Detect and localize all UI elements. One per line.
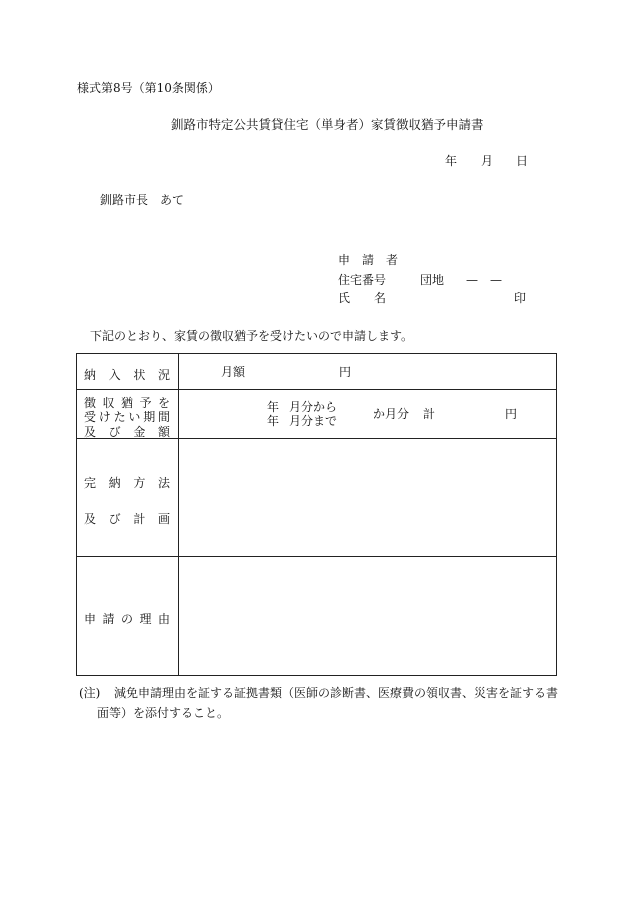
applicant-heading: 申 請 者 [338, 253, 399, 267]
monthly-yen-label: 円 [339, 365, 352, 379]
note-marker: (注) [79, 686, 101, 700]
payment-plan-label-line-2: 及び計画 [84, 512, 170, 526]
row-divider-1 [77, 389, 556, 390]
form-id: 様式第8号（第10条関係） [77, 81, 220, 95]
document-title: 釧路市特定公共賃貸住宅（単身者）家賃徴収猶予申請書 [171, 117, 484, 132]
name-label: 氏 名 [338, 291, 387, 305]
period-from-year: 年 [267, 400, 280, 414]
period-from-month: 月分から [289, 400, 338, 414]
table-column-divider [178, 354, 179, 675]
note-line-2: 面等）を添付すること。 [97, 706, 230, 720]
monthly-amount-label: 月額 [221, 365, 246, 379]
date-month: 月 [481, 154, 494, 168]
intro-text: 下記のとおり、家賃の徴収猶予を受けたいので申請します。 [90, 329, 414, 343]
total-label: 計 [423, 407, 436, 421]
deferral-period-label-line-3: 及び金額 [84, 425, 170, 439]
housing-number-label: 住宅番号 [338, 273, 387, 287]
housing-dashes: — — [466, 273, 503, 287]
total-yen-label: 円 [505, 407, 518, 421]
application-table [76, 353, 557, 676]
payment-status-label: 納入状況 [84, 368, 170, 382]
note-line-1: 減免申請理由を証する証拠書類（医師の診断書、医療費の領収書、災害を証する書 [114, 686, 559, 700]
date-year: 年 [445, 154, 458, 168]
deferral-period-label-line-2: 受けたい期間 [84, 410, 170, 424]
deferral-period-label-line-1: 徴収猶予を [84, 396, 170, 410]
period-to-month: 月分まで [289, 414, 338, 428]
payment-plan-label-line-1: 完納方法 [84, 476, 170, 490]
date-day: 日 [516, 154, 529, 168]
row-divider-3 [77, 556, 556, 557]
danchi-label: 団地 [420, 273, 445, 287]
addressee: 釧路市長 あて [100, 193, 185, 207]
seal-mark: 印 [514, 291, 527, 305]
period-to-year: 年 [267, 414, 280, 428]
months-count-label: か月分 [373, 407, 410, 421]
application-reason-label: 申請の理由 [84, 612, 170, 626]
